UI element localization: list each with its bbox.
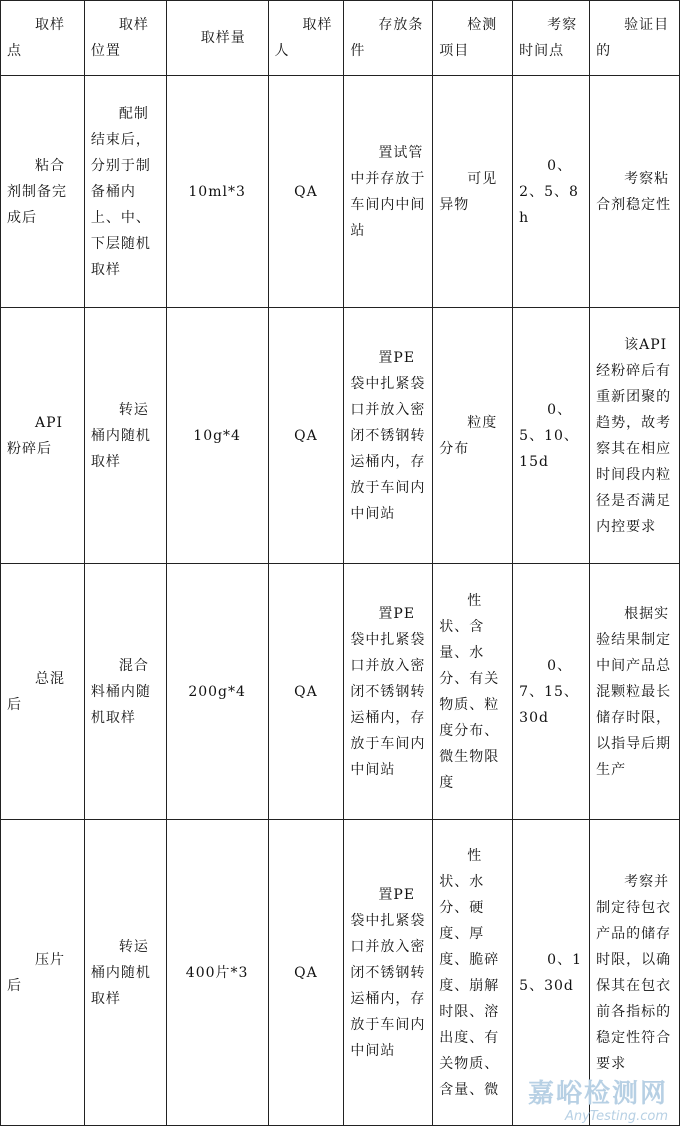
- header-cell: 取样位置: [84, 1, 166, 76]
- table-row: [1, 564, 680, 820]
- header-cell: 取样人: [268, 1, 344, 76]
- sampling-amount: 10g*4: [166, 308, 268, 564]
- test-items: 性状、含量、水分、有关物质、粒度分布、微生物限度: [433, 564, 513, 820]
- sampler: QA: [268, 308, 344, 564]
- test-items: 性状、水分、硬度、厚度、脆碎度、崩解时限、溶出度、有关物质、含量、微: [433, 820, 513, 1126]
- sampling-point: 粘合剂制备完成后: [1, 76, 85, 308]
- sampling-amount: 10ml*3: [166, 76, 268, 308]
- time-points: 0、15、30d: [513, 820, 590, 1126]
- sampling-position: 配制结束后，分别于制备桶内上、中、下层随机取样: [84, 76, 166, 308]
- test-items: 可见异物: [433, 76, 513, 308]
- watermark-en: AnyTesting.com: [564, 1109, 668, 1124]
- sampling-point: 压片后: [1, 820, 85, 1126]
- sampling-amount: 200g*4: [166, 564, 268, 820]
- test-items: 粒度分布: [433, 308, 513, 564]
- watermark-cn: 嘉峪检测网: [527, 1079, 668, 1109]
- header-cell: 取样量: [166, 1, 268, 76]
- storage-condition: 置PE袋中扎紧袋口并放入密闭不锈钢转运桶内，存放于车间内中间站: [344, 564, 433, 820]
- storage-condition: 置试管中并存放于车间内中间站: [344, 76, 433, 308]
- header-cell: 验证目的: [590, 1, 680, 76]
- validation-purpose: 该API经粉碎后有重新团聚的趋势，故考察其在相应时间段内粒径是否满足内控要求: [590, 308, 680, 564]
- sampling-position: 转运桶内随机取样: [84, 820, 166, 1126]
- time-points: 0、2、5、8h: [513, 76, 590, 308]
- header-cell: 检测项目: [433, 1, 513, 76]
- header-cell: 考察时间点: [513, 1, 590, 76]
- storage-condition: 置PE袋中扎紧袋口并放入密闭不锈钢转运桶内，存放于车间内中间站: [344, 308, 433, 564]
- validation-purpose: 根据实验结果制定中间产品总混颗粒最长储存时限，以指导后期生产: [590, 564, 680, 820]
- header-row: [1, 1, 680, 76]
- sampling-point: 总混后: [1, 564, 85, 820]
- sampling-position: 转运桶内随机取样: [84, 308, 166, 564]
- table-row: [1, 76, 680, 308]
- sampler: QA: [268, 564, 344, 820]
- storage-condition: 置PE袋中扎紧袋口并放入密闭不锈钢转运桶内，存放于车间内中间站: [344, 820, 433, 1126]
- header-cell: 取样点: [1, 1, 85, 76]
- table-row: [1, 820, 680, 1126]
- time-points: 0、5、10、15d: [513, 308, 590, 564]
- sampler: QA: [268, 820, 344, 1126]
- sampling-amount: 400片*3: [166, 820, 268, 1126]
- sampling-point: API粉碎后: [1, 308, 85, 564]
- validation-purpose: 考察并制定待包衣产品的储存时限，以确保其在包衣前各指标的稳定性符合要求: [590, 820, 680, 1126]
- header-cell: 存放条件: [344, 1, 433, 76]
- sampling-position: 混合料桶内随机取样: [84, 564, 166, 820]
- sampler: QA: [268, 76, 344, 308]
- validation-purpose: 考察粘合剂稳定性: [590, 76, 680, 308]
- table-row: [1, 308, 680, 564]
- time-points: 0、7、15、30d: [513, 564, 590, 820]
